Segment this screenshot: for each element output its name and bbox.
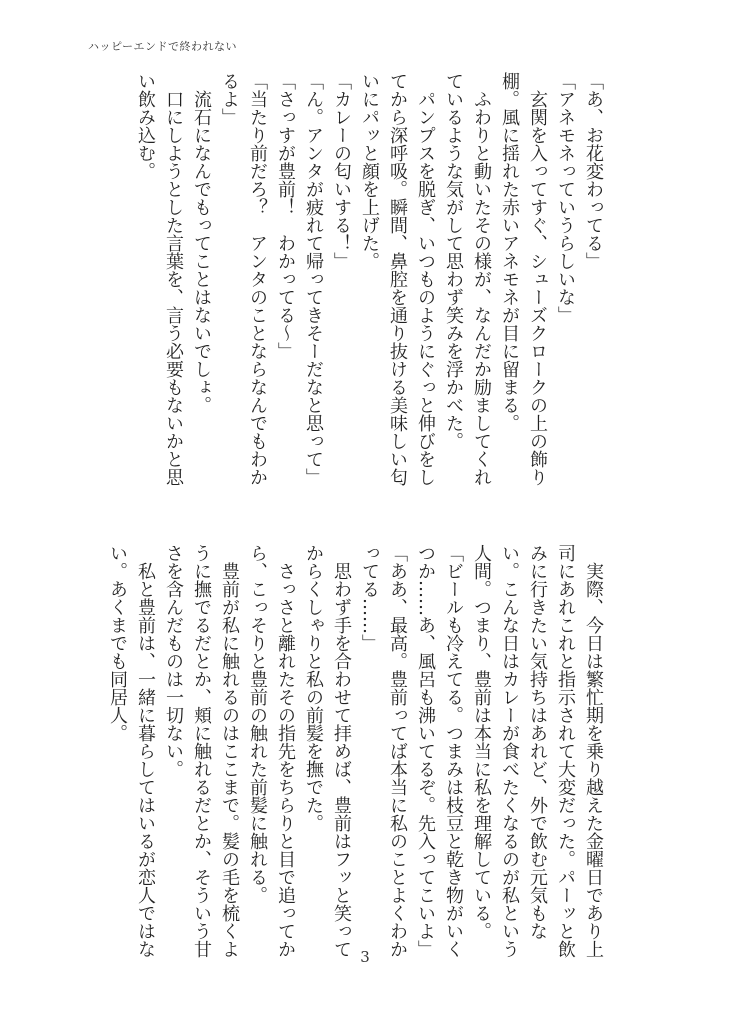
text-line: 思わず手を合わせて拝めば、豊前はフッと笑って <box>331 544 352 958</box>
text-line: ているような気がして思わず笑みを浮かべた。 <box>443 72 464 450</box>
text-line: い。こんな日はカレーが食べたくなるのが私という <box>499 544 520 958</box>
text-line: 口にしようとした言葉を、言う必要もないかと思 <box>163 72 184 486</box>
text-line: 玄関を入ってすぐ、シューズクロークの上の飾り <box>527 72 548 486</box>
text-line: 流石になんでもってことはないでしょ。 <box>191 72 212 414</box>
text-line: 「ん。アンタが疲れて帰ってきそーだなと思って」 <box>303 72 324 486</box>
text-line: 「ああ、最高。豊前ってば本当に私のことよくわか <box>387 544 408 958</box>
text-line: い飲み込む。 <box>135 72 156 180</box>
text-line: ら、こっそりと豊前の触れた前髪に触れる。 <box>247 544 268 904</box>
text-line: てから深呼吸。瞬間、鼻腔を通り抜ける美味しい匂 <box>387 72 408 486</box>
text-line: 「アネモネっていうらしいな」 <box>555 72 576 324</box>
text-line: つか……あ、風呂も沸いてるぞ。先入ってこいよ」 <box>415 544 436 958</box>
text-line: 人間。つまり、豊前は本当に私を理解している。 <box>471 544 492 940</box>
text-line: 司にあれこれと指示されて大変だった。パーッと飲 <box>555 544 576 958</box>
text-block-bottom <box>103 544 607 964</box>
running-header: ハッピーエンドで終われない <box>88 40 238 53</box>
text-line: さっさと離れたその指先をちらりと目で追ってか <box>275 544 296 958</box>
text-line: 実際、今日は繁忙期を乗り越えた金曜日であり上 <box>583 544 604 958</box>
text-line: るよ」 <box>219 72 240 126</box>
text-line: からくしゃりと私の前髪を撫でた。 <box>303 544 324 832</box>
text-line: 棚。風に揺れた赤いアネモネが目に留まる。 <box>499 72 520 432</box>
page-number: 3 <box>360 948 370 966</box>
text-line: ってる……」 <box>359 544 380 652</box>
text-line: 豊前が私に触れるのはここまで。髪の毛を梳くよ <box>219 544 240 958</box>
text-line: うに撫でるだとか、頬に触れるだとか、そういう甘 <box>191 544 212 958</box>
text-line: さを含んだものは一切ない。 <box>163 544 184 778</box>
text-line: 「カレーの匂いする！」 <box>331 72 352 270</box>
text-line: 「あ、お花変わってる」 <box>583 72 604 270</box>
text-line: 「さっすが豊前！ わかってる～」 <box>275 72 296 360</box>
text-line: い。あくまでも同居人。 <box>107 544 128 742</box>
text-line: いにパッと顔を上げた。 <box>359 72 380 270</box>
text-line: パンプスを脱ぎ、いつものようにぐっと伸びをし <box>415 72 436 486</box>
text-block-top <box>131 72 607 492</box>
text-line: 「ビールも冷えてる。つまみは枝豆と乾き物がいく <box>443 544 464 958</box>
text-line: 「当たり前だろ？ アンタのことならなんでもわか <box>247 72 268 486</box>
text-line: みに行きたい気持ちはあれど、外で飲む元気もな <box>527 544 548 940</box>
text-line: 私と豊前は、一緒に暮らしてはいるが恋人ではな <box>135 544 156 958</box>
text-line: ふわりと動いたその様が、なんだか励ましてくれ <box>471 72 492 486</box>
